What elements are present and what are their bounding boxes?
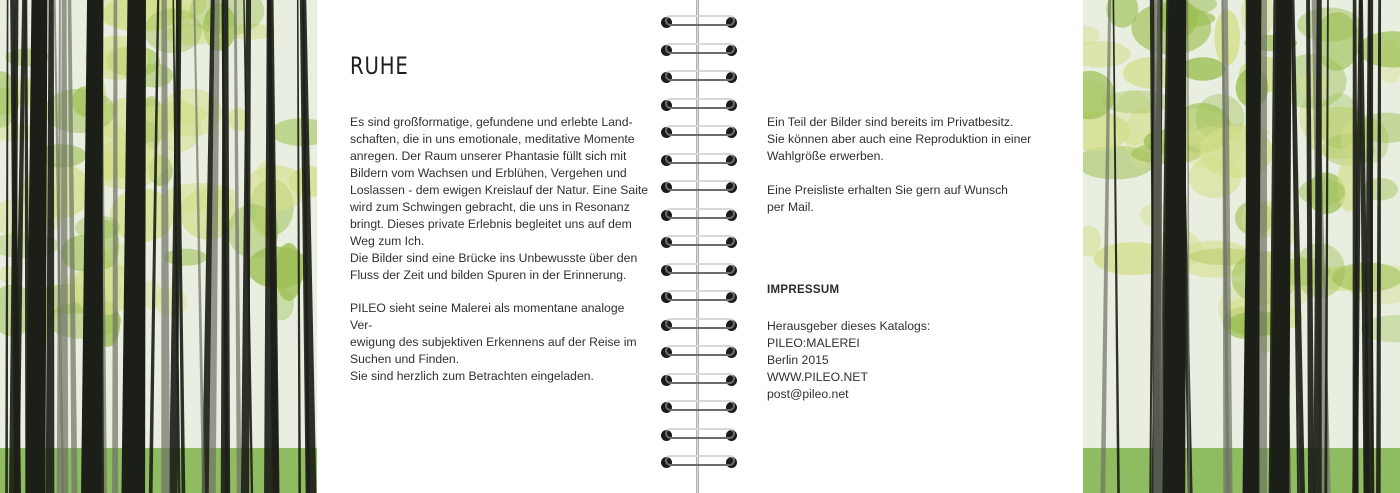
artist-statement-paragraph: PILEO sieht seine Malerei als momentane analoge Ver- ewigung des subjektiven Erkennens auf der Reise im Suchen und Finden. Sie sind herzlich zum Betrachten eingeladen. [350, 301, 637, 383]
impressum-email: post@pileo.net [767, 387, 849, 401]
forest-painting-left-image [0, 0, 317, 493]
impressum-publisher-label: Herausgeber dieses Katalogs: [767, 319, 931, 333]
impressum-publisher-name: PILEO:MALEREI [767, 336, 860, 350]
intro-paragraph: Es sind großformatige, gefundene und erlebte Land- schaften, die in uns emotionale, meditative Momente anregen. Der Raum unserer Phantasie füllt sich mit Bildern vom Wachsen und Erblühen, Vergehen und Loslassen - dem ewigen Kreislauf der Natur. Eine Saite wird zum Schwingen gebracht, die uns in Resonanz bringt. Dieses private Erlebnis begleitet uns auf dem Weg zum Ich. Die Bilder sind eine Brücke ins Unbewusste über den Fluss der Zeit und bilden Spuren in der Erinnerung. [350, 115, 649, 282]
left-page [317, 0, 695, 493]
private-ownership-note: Ein Teil der Bilder sind bereits im Privatbesitz. Sie können aber auch eine Reproduktion in einer Wahlgröße erwerben. [767, 115, 1032, 163]
forest-painting-right [1083, 0, 1400, 493]
right-page [702, 0, 1083, 493]
forest-painting-right-image [1083, 0, 1400, 493]
forest-painting-left [0, 0, 317, 493]
impressum-website: WWW.PILEO.NET [767, 370, 868, 384]
impressum-block [767, 318, 930, 403]
price-list-note: Eine Preisliste erhalten Sie gern auf Wunsch per Mail. [767, 183, 1008, 214]
page-title: RUHE [350, 52, 409, 80]
impressum-place-year: Berlin 2015 [767, 353, 829, 367]
impressum-heading: IMPRESSUM [767, 284, 840, 296]
